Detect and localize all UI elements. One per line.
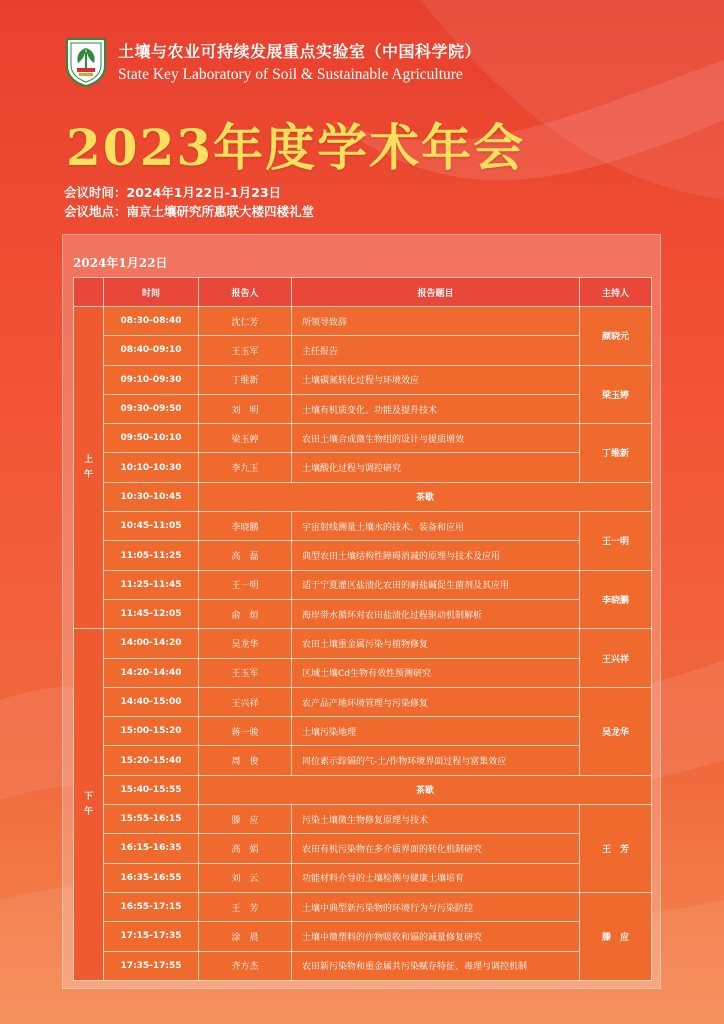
row-topic: 农田新污染物和重金属共污染赋存特征、毒理与调控机制 [292, 951, 580, 980]
row-host: 王兴祥 [580, 629, 652, 688]
tea-break-label: 茶歇 [199, 482, 652, 511]
table-row [74, 570, 652, 599]
row-time: 15:55-16:15 [104, 805, 199, 834]
table-row [74, 365, 652, 394]
row-topic: 同位素示踪镉的气-土/作物环境界面过程与富集效应 [292, 746, 580, 775]
header-topic: 报告题目 [292, 278, 580, 307]
row-topic: 土壤有机质变化、功能及提升技术 [292, 394, 580, 423]
row-time: 08:30-08:40 [104, 307, 199, 336]
row-speaker: 王 芳 [199, 892, 292, 921]
header-time: 时间 [104, 278, 199, 307]
row-speaker: 俞 烜 [199, 599, 292, 628]
table-row [74, 394, 652, 423]
row-topic: 污染土壤微生物修复原理与技术 [292, 805, 580, 834]
row-speaker: 李九玉 [199, 453, 292, 482]
row-topic: 所领导致辞 [292, 307, 580, 336]
organization-name-en: State Key Laboratory of Soil & Sustainable Agriculture [118, 66, 463, 83]
table-row [74, 512, 652, 541]
schedule-table [73, 277, 652, 981]
row-host: 颜晓元 [580, 307, 652, 366]
row-time: 14:00-14:20 [104, 629, 199, 658]
table-row [74, 541, 652, 570]
row-time: 09:10-09:30 [104, 365, 199, 394]
session-morning: 上 午 [74, 307, 104, 629]
row-speaker: 高 娟 [199, 834, 292, 863]
row-topic: 区域土壤Cd生物有效性预测研究 [292, 658, 580, 687]
table-row [74, 424, 652, 453]
table-row [74, 629, 652, 658]
row-speaker: 李晓鹏 [199, 512, 292, 541]
header-speaker: 报告人 [199, 278, 292, 307]
row-time: 11:45-12:05 [104, 599, 199, 628]
row-speaker: 高 磊 [199, 541, 292, 570]
row-speaker: 刘 云 [199, 863, 292, 892]
row-time: 16:55-17:15 [104, 892, 199, 921]
row-speaker: 涂 晨 [199, 922, 292, 951]
row-time: 11:05-11:25 [104, 541, 199, 570]
row-time: 11:25-11:45 [104, 570, 199, 599]
row-speaker: 刘 明 [199, 394, 292, 423]
row-speaker: 梁玉婷 [199, 424, 292, 453]
row-speaker: 周 俊 [199, 746, 292, 775]
row-topic: 土壤中典型新污染物的环境行为与污染防控 [292, 892, 580, 921]
row-host: 王一明 [580, 512, 652, 571]
row-time: 10:10-10:30 [104, 453, 199, 482]
row-topic: 典型农田土壤结构性障碍消减的原理与技术及应用 [292, 541, 580, 570]
row-host: 丁维新 [580, 424, 652, 483]
row-time: 10:45-11:05 [104, 512, 199, 541]
row-topic: 宇宙射线测量土壤水的技术、装备和应用 [292, 512, 580, 541]
row-topic: 农产品产地环境管理与污染修复 [292, 687, 580, 716]
row-time: 09:30-09:50 [104, 394, 199, 423]
row-topic: 适于宁夏灌区盐渍化农田的耐盐碱促生菌剂及其应用 [292, 570, 580, 599]
row-speaker: 丁维新 [199, 365, 292, 394]
tea-break-label: 茶歇 [199, 775, 652, 804]
table-row [74, 746, 652, 775]
row-time: 16:35-16:55 [104, 863, 199, 892]
row-time: 17:15-17:35 [104, 922, 199, 951]
row-speaker: 王兴祥 [199, 687, 292, 716]
meeting-time: 会议时间：2024年1月22日-1月23日 [64, 185, 282, 200]
row-time: 15:40-15:55 [104, 775, 199, 804]
header-host: 主持人 [580, 278, 652, 307]
table-header-row [74, 278, 652, 307]
page-title: 2023年度学术年会 [66, 118, 526, 177]
table-row [74, 307, 652, 336]
row-topic: 海岸带水循环对农田盐渍化过程驱动机制解析 [292, 599, 580, 628]
row-topic: 土壤酸化过程与调控研究 [292, 453, 580, 482]
table-row [74, 834, 652, 863]
table-row [74, 922, 652, 951]
table-row [74, 951, 652, 980]
table-row [74, 717, 652, 746]
row-topic: 土壤碳氮转化过程与环境效应 [292, 365, 580, 394]
table-row [74, 805, 652, 834]
table-row [74, 453, 652, 482]
row-host: 吴龙华 [580, 687, 652, 775]
row-speaker: 王玉军 [199, 336, 292, 365]
row-host: 王 芳 [580, 805, 652, 893]
row-speaker: 蒋一骏 [199, 717, 292, 746]
row-speaker: 吴龙华 [199, 629, 292, 658]
row-speaker: 齐方杰 [199, 951, 292, 980]
row-time: 15:00-15:20 [104, 717, 199, 746]
table-row [74, 336, 652, 365]
organization-name-cn: 土壤与农业可持续发展重点实验室（中国科学院） [118, 42, 482, 61]
table-row [74, 892, 652, 921]
row-topic: 农田有机污染物在多介质界面的转化机制研究 [292, 834, 580, 863]
table-row [74, 599, 652, 628]
schedule-date: 2024年1月22日 [73, 256, 168, 270]
row-time: 10:30-10:45 [104, 482, 199, 511]
row-host: 滕 应 [580, 892, 652, 980]
row-topic: 土壤中微塑料的作物吸收和镉的减量修复研究 [292, 922, 580, 951]
row-topic: 农田土壤重金属污染与植物修复 [292, 629, 580, 658]
row-time: 17:35-17:55 [104, 951, 199, 980]
row-host: 梁玉婷 [580, 365, 652, 424]
row-speaker: 王一明 [199, 570, 292, 599]
table-row [74, 863, 652, 892]
row-host: 李晓鹏 [580, 570, 652, 629]
table-row [74, 687, 652, 716]
break-row [74, 775, 652, 804]
row-topic: 主任报告 [292, 336, 580, 365]
row-speaker: 沈仁芳 [199, 307, 292, 336]
row-time: 08:40-09:10 [104, 336, 199, 365]
header [64, 36, 704, 92]
row-time: 16:15-16:35 [104, 834, 199, 863]
meeting-place: 会议地点：南京土壤研究所惠联大楼四楼礼堂 [64, 204, 315, 219]
row-time: 09:50-10:10 [104, 424, 199, 453]
row-time: 15:20-15:40 [104, 746, 199, 775]
row-topic: 功能材料介导的土壤检测与健康土壤培育 [292, 863, 580, 892]
lab-logo-icon [64, 36, 108, 88]
row-topic: 土壤污染地理 [292, 717, 580, 746]
row-time: 14:40-15:00 [104, 687, 199, 716]
row-time: 14:20-14:40 [104, 658, 199, 687]
row-topic: 农田土壤合成微生物组的设计与提质增效 [292, 424, 580, 453]
header-session [74, 278, 104, 307]
table-row [74, 658, 652, 687]
row-speaker: 滕 应 [199, 805, 292, 834]
session-afternoon: 下 午 [74, 629, 104, 981]
break-row [74, 482, 652, 511]
row-speaker: 王玉军 [199, 658, 292, 687]
